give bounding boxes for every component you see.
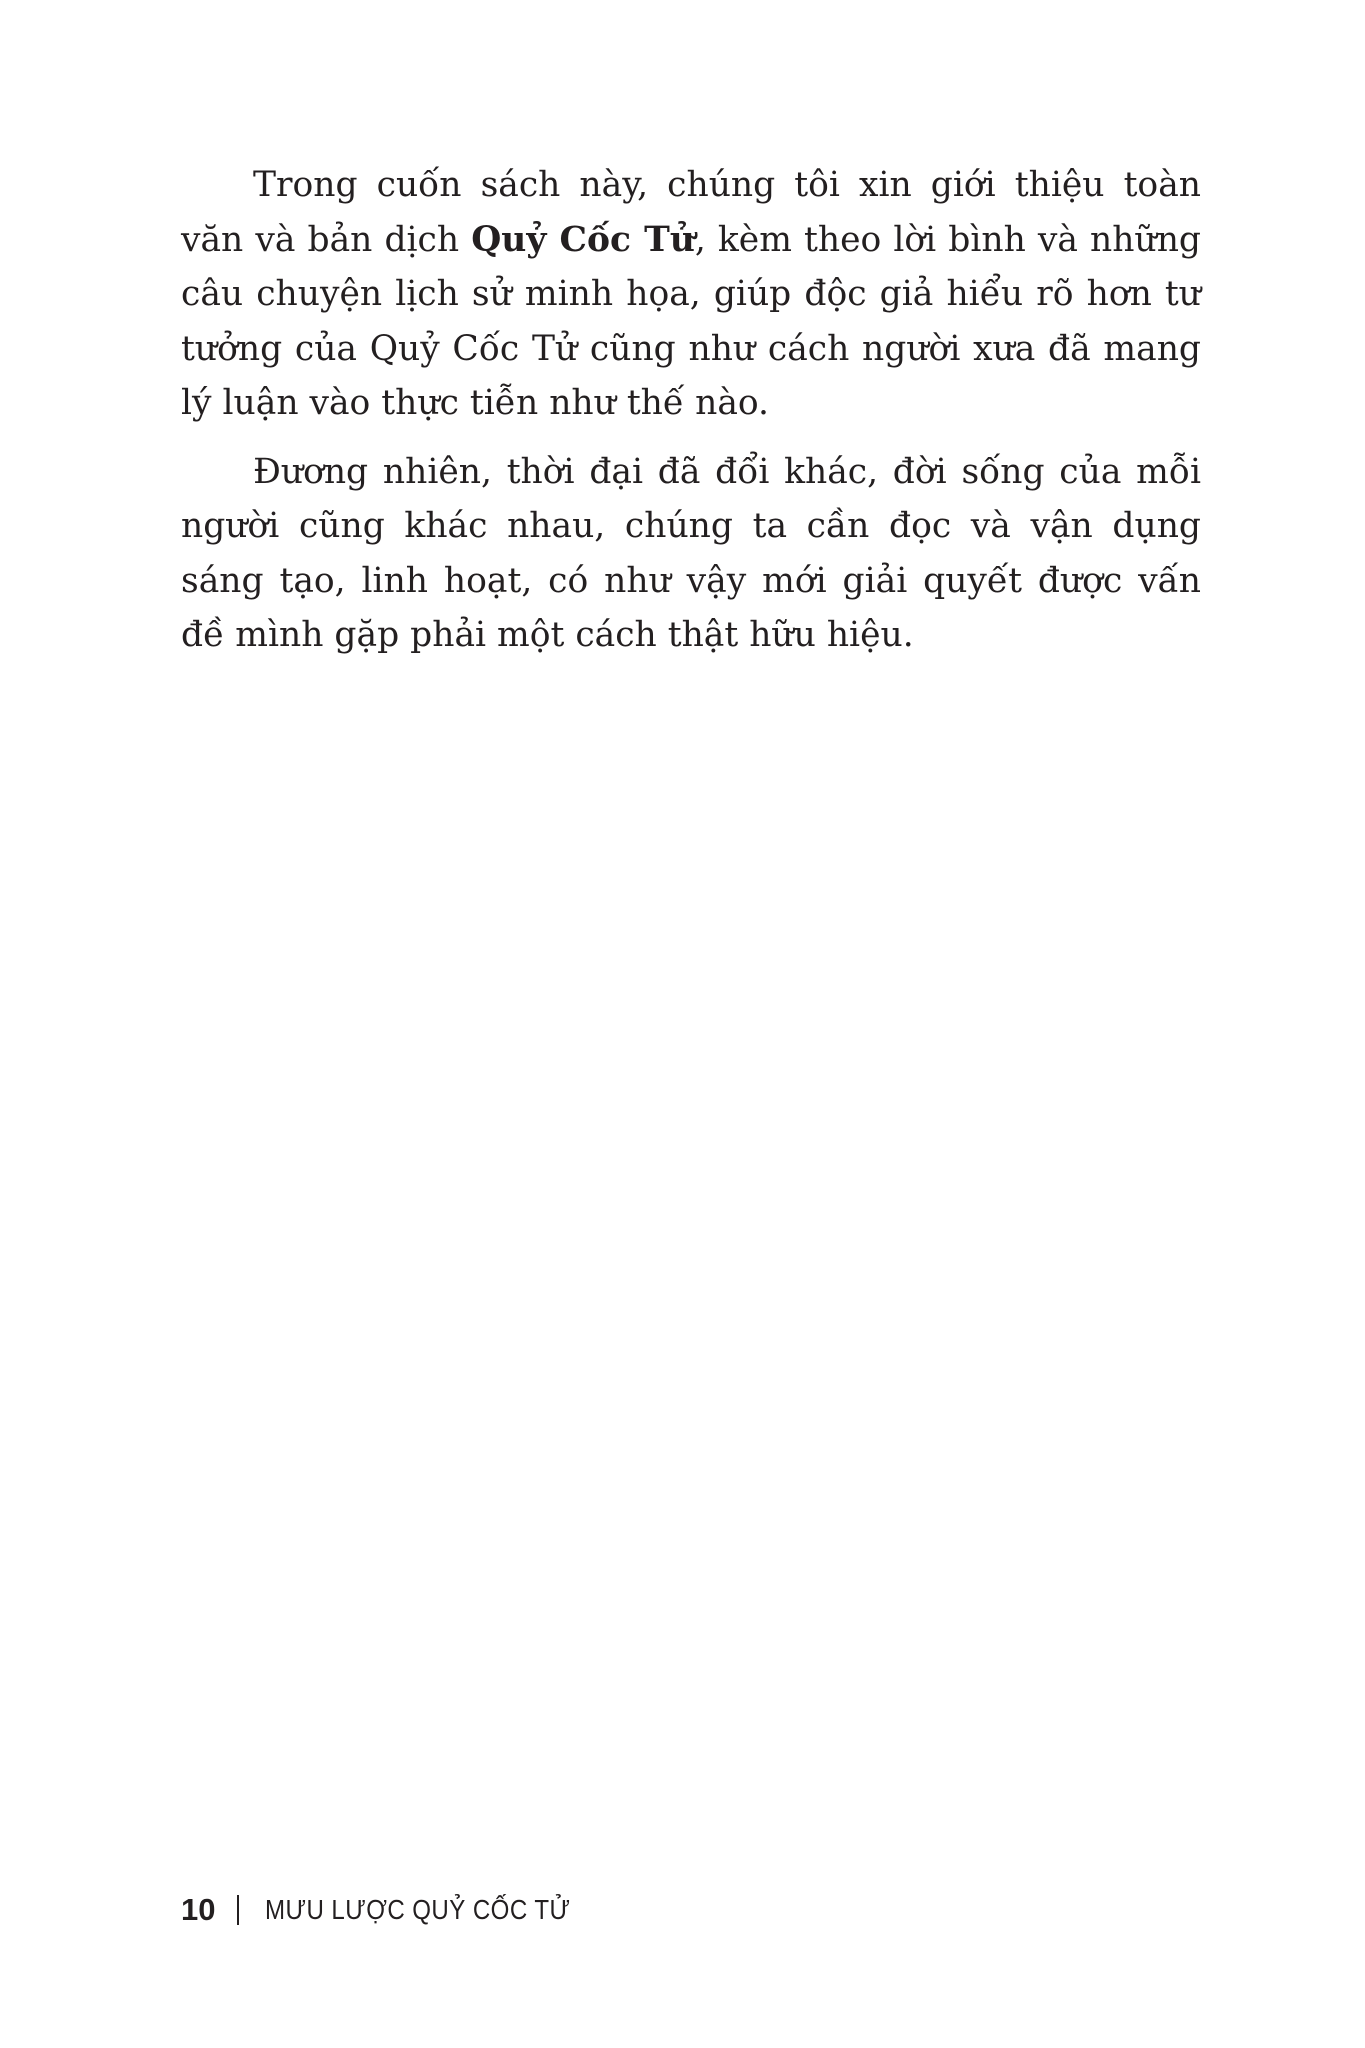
page-footer [181, 1890, 621, 1930]
running-title: MƯU LƯỢC QUỶ CỐC TỬ [265, 1894, 571, 1925]
paragraph-1 [181, 158, 1201, 431]
footer-separator [237, 1895, 239, 1925]
paragraph-1-text-start: Trong cuốn sách này, chúng tôi xin giới thiệu toàn văn và bản dịch [181, 165, 1201, 260]
page-number: 10 [181, 1892, 216, 1927]
body-text [181, 158, 1201, 677]
paragraph-2: Đương nhiên, thời đại đã đổi khác, đời sống của mỗi người cũng khác nhau, chúng ta cần đọc và vận dụng sáng tạo, linh hoạt, có như vậy mới giải quyết được vấn đề mình gặp phải một cách thật hữu hiệu. [181, 451, 1201, 655]
paragraph-1-text-end: , kèm theo lời bình và những câu chuyện lịch sử minh họa, giúp độc giả hiểu rõ hơn tư tưởng của Quỷ Cốc Tử cũng như cách người xưa đã mang lý luận vào thực tiễn như thế nào. [181, 219, 1201, 423]
book-title-bold: Quỷ Cốc Tử [471, 219, 695, 260]
